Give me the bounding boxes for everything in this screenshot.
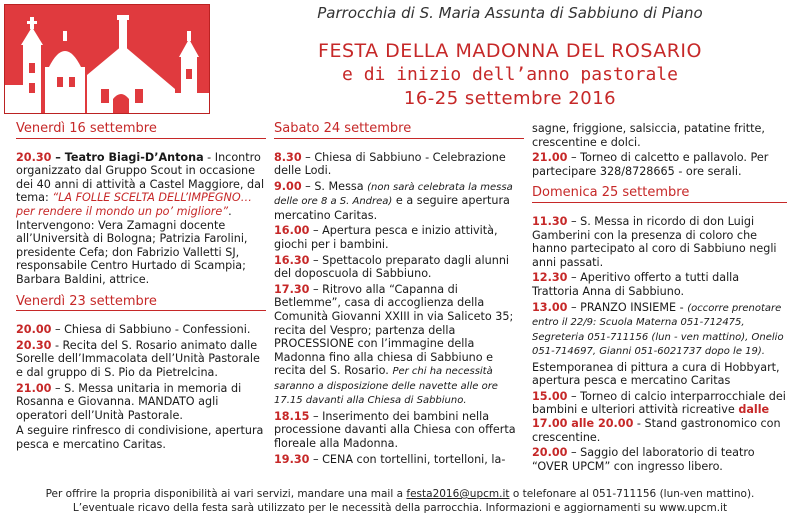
event-text: – PRANZO INSIEME - (567, 300, 688, 314)
event-text: – Chiesa di Sabbiuno - Confessioni. (51, 323, 251, 337)
event-item (274, 180, 524, 223)
event-text: – Torneo di calcio interparrocchiale dei bambini e ulteriori attività ricreative (532, 389, 786, 417)
event-text: - Stand gastronomico con crescentine. (532, 416, 781, 444)
event-note: (non sarà celebrata la messa delle ore 8 a S. Andrea) (274, 181, 513, 208)
event-text: e a seguire apertura mercatino Caritas. (274, 194, 510, 222)
email-link[interactable]: festa2016@upcm.it (406, 488, 510, 500)
event-time: 21.00 (16, 381, 52, 395)
event-time: 12.30 (532, 271, 568, 285)
footer-line-info: L’eventuale ricavo della festa sarà utilizzato per le necessità della parrocchia. Informazioni e aggiornamenti su www.upcm.it (72, 502, 728, 514)
event-time: 16.00 (274, 224, 310, 238)
festival-subtitle: e di inizio dell’anno pastorale (342, 64, 678, 85)
event-item (532, 390, 787, 444)
column-sunday (532, 122, 787, 475)
event-text: – S. Messa unitaria in memoria di Rosanna e Giovanna. MANDATO agli operatori dell’Unità Pastorale. (16, 381, 242, 422)
event-text: - Recita del S. Rosario animato dalle Sorelle dell’Immacolata dell’Unità Pastorale e dal gruppo di S. Pio da Pietrelcina. (16, 338, 260, 379)
event-place: Teatro Biagi-D’Antona (64, 150, 204, 164)
event-text: – Apertura pesca e inizio attività, giochi per i bambini. (274, 224, 498, 251)
event-time: 20.30 (16, 338, 52, 352)
parish-name: Parrocchia di S. Maria Assunta di Sabbiuno di Piano (317, 4, 703, 22)
event-text: – Chiesa di Sabbiuno - Celebrazione delle Lodi. (274, 150, 506, 178)
event-text: – Saggio del laboratorio di teatro “OVER UPCM” con ingresso libero. (532, 446, 755, 473)
event-item (532, 271, 787, 298)
day-heading: Domenica 25 settembre (532, 186, 787, 203)
event-item: 20.30 – Teatro Biagi-D’Antona - Incontro organizzato dal Gruppo Scout in occasione dei 40 anni di attività a Castel Maggiore, dal tema: “LA FOLLE SCELTA DELL’IMPEGNO… per rendere il mondo un po’ migliore”. Intervengono: Vera Zamagni docente all’Università di Bologna; Patrizia Farolini, presidente Cefa; don Fabrizio Valletti SJ, responsabile Centro Hurtado di Scampia; Barbara Baldini, attrice. (16, 150, 265, 286)
event-text: - Incontro organizzato dal Gruppo Scout in occasione dei 40 anni di attività a Castel Maggiore, dal tema: (16, 150, 265, 205)
event-time: 15.00 (532, 389, 568, 403)
event-item (274, 453, 524, 467)
column-saturday (274, 122, 524, 468)
event-note: Per chi ha necessità saranno a disposizione delle navette alle ore 17.15 davanti alla Chiesa di Sabbiuno. (274, 366, 498, 407)
event-text: – Spettacolo preparato dagli alunni del doposcuola di Sabbiuno. (274, 253, 510, 281)
event-continuation: sagne, friggione, salsiccia, patatine fritte, crescentine e dolci. (532, 122, 765, 149)
event-item (532, 301, 787, 359)
event-item (274, 224, 524, 251)
event-item (16, 382, 266, 423)
event-text: – CENA con tortellini, tortelloni, la- (309, 452, 506, 466)
column-friday (16, 122, 266, 453)
event-time: 18.15 (274, 409, 310, 423)
event-time: 11.30 (532, 214, 568, 228)
event-item (274, 254, 524, 281)
event-text: – S. Messa (301, 179, 368, 193)
event-note: Estemporanea di pittura a cura di Hobbyart, apertura pesca e mercatino Caritas (532, 360, 780, 388)
event-time: 20.30 (16, 150, 52, 164)
event-time: 13.00 (532, 300, 568, 314)
event-note: A seguire rinfresco di condivisione, apertura pesca e mercatino Caritas. (16, 424, 264, 451)
event-item (532, 446, 787, 473)
footer (0, 487, 800, 515)
event-item (16, 323, 266, 337)
event-time: 20.00 (16, 323, 52, 337)
event-text: – Inserimento dei bambini nella processione davanti alla Chiesa con offerta floreale alla Madonna. (274, 409, 516, 450)
event-item (16, 339, 266, 380)
event-time: 19.30 (274, 452, 310, 466)
event-text: – Torneo di calcetto e pallavolo. Per partecipare 328/8728665 - ore serali. (532, 151, 769, 178)
event-text: – Aperitivo offerto a tutti dalla Trattoria Anna di Sabbiuno. (532, 271, 740, 298)
day-heading: Venerdì 23 settembre (16, 295, 266, 312)
day-heading: Sabato 24 settembre (274, 122, 524, 139)
event-text: – S. Messa in ricordo di don Luigi Gamberini con la presenza di coloro che hanno partecipato al coro di Sabbiuno negli anni passati. (532, 214, 777, 269)
event-item (274, 283, 524, 408)
event-time: 8.30 (274, 150, 302, 164)
festival-dates: 16-25 settembre 2016 (403, 88, 617, 109)
event-item (274, 410, 524, 451)
event-time: 17.30 (274, 282, 310, 296)
festival-title: FESTA DELLA MADONNA DEL ROSARIO (318, 40, 702, 62)
event-hours: dalle 17.00 alle 20.00 (532, 403, 770, 430)
event-time: 20.00 (532, 446, 568, 460)
event-item (274, 151, 524, 178)
event-text: . Intervengono: Vera Zamagni docente all’Università di Bologna; Patrizia Farolini, presidente Cefa; don Fabrizio Valletti SJ, responsabile Centro Hurtado di Scampia; Barbara Baldini, attrice. (16, 204, 248, 286)
day-heading: Venerdì 16 settembre (16, 122, 266, 139)
event-note: (occorre prenotare entro il 22/9: Scuola Materna 051-712475, Segreteria 051-711156 (lun - ven mattino), Onelio 051-714697, Gianni 051-6021737 dopo le 19). (532, 302, 784, 358)
event-time: 9.00 (274, 179, 302, 193)
footer-line-contact: Per offrire la propria disponibilità ai vari servizi, mandare una mail a festa2016@upcm.it o telefonare al 051-711156 (lun-ven mattino). (45, 488, 755, 500)
event-time: 16.30 (274, 253, 310, 267)
event-theme: “LA FOLLE SCELTA DELL’IMPEGNO… per rendere il mondo un po’ migliore” (16, 191, 252, 218)
event-item (532, 151, 787, 178)
church-skyline-icon (4, 4, 210, 114)
event-item (532, 215, 787, 269)
event-time: 21.00 (532, 151, 568, 165)
event-text: – Ritrovo alla “Capanna di Betlemme”, casa di accoglienza della Comunità Giovanni XXIII in via Saliceto 35; recita del Vespro; partenza della PROCESSIONE con l’immagine della Madonna fino alla chiesa di Sabbiuno e recita del S. Rosario. (274, 282, 514, 378)
